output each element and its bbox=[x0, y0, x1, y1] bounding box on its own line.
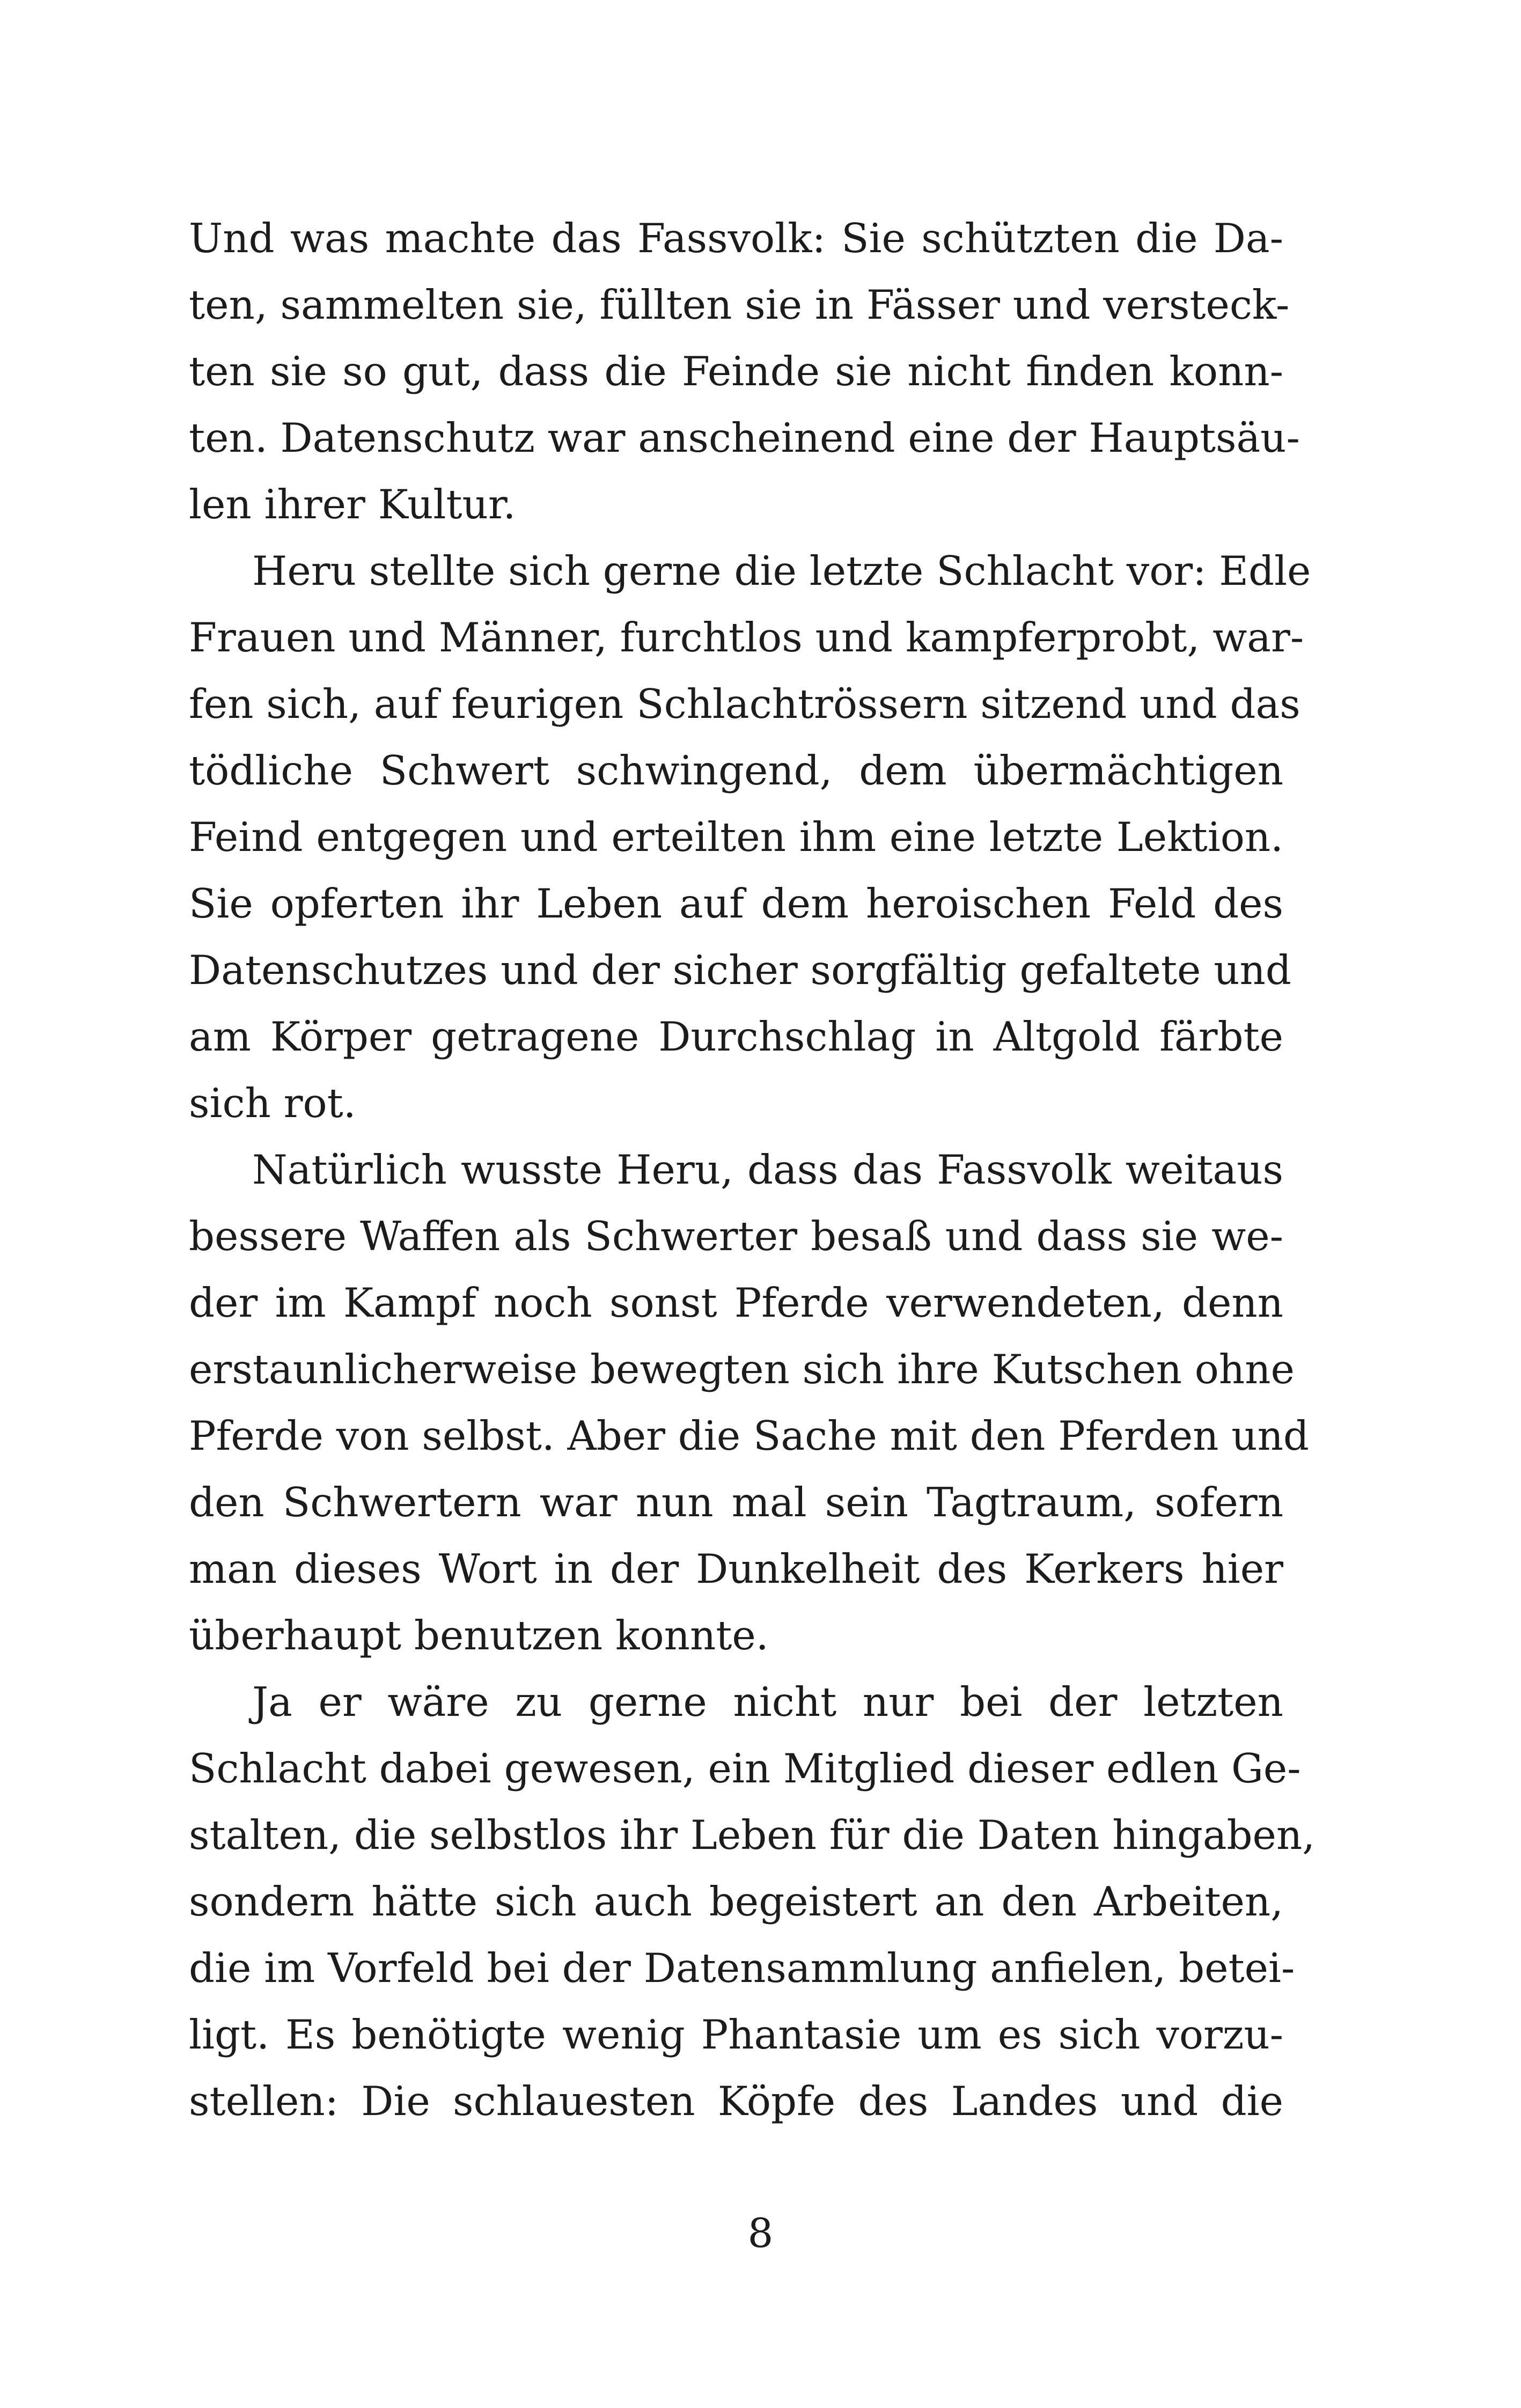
page-number: 8 bbox=[747, 2209, 774, 2257]
text-line: ligt. Es benötigte wenig Phantasie um es sich vorzu- bbox=[189, 2011, 1283, 2058]
text-line: überhaupt benutzen konnte. bbox=[189, 1612, 769, 1659]
text-line: Schlacht dabei gewesen, ein Mitglied dieser edlen Ge- bbox=[189, 1745, 1301, 1792]
text-line: Feind entgegen und erteilten ihm eine letzte Lektion. bbox=[189, 813, 1283, 861]
text-line: Ja er wäre zu gerne nicht nur bei der letzten bbox=[252, 1678, 1283, 1726]
paragraph-2 bbox=[189, 538, 1311, 1136]
text-line: bessere Waffen als Schwerter besaß und dass sie we- bbox=[189, 1213, 1283, 1260]
text-line: len ihrer Kultur. bbox=[189, 481, 516, 528]
text-line: ten. Datenschutz war anscheinend eine der Hauptsäu- bbox=[189, 414, 1300, 461]
text-line: ten sie so gut, dass die Feinde sie nicht finden konn- bbox=[189, 348, 1283, 395]
text-line: man dieses Wort in der Dunkelheit des Kerkers hier bbox=[189, 1545, 1283, 1592]
text-line: fen sich, auf feurigen Schlachtrössern sitzend und das bbox=[189, 680, 1300, 728]
text-line: Natürlich wusste Heru, dass das Fassvolk weitaus bbox=[252, 1146, 1283, 1193]
text-line: ten, sammelten sie, füllten sie in Fässer und versteck- bbox=[189, 281, 1290, 328]
text-line: Sie opferten ihr Leben auf dem heroischen Feld des bbox=[189, 880, 1283, 927]
paragraph-1 bbox=[189, 205, 1300, 538]
text-line: Heru stellte sich gerne die letzte Schlacht vor: Edle bbox=[252, 547, 1311, 594]
text-line: Pferde von selbst. Aber die Sache mit den Pferden und bbox=[189, 1412, 1309, 1459]
text-line: erstaunlicherweise bewegten sich ihre Kutschen ohne bbox=[189, 1346, 1295, 1393]
text-line: sich rot. bbox=[189, 1080, 356, 1127]
body-text bbox=[189, 205, 1316, 2134]
paragraph-3 bbox=[189, 1136, 1309, 1669]
text-line: stalten, die selbstlos ihr Leben für die Daten hingaben, bbox=[189, 1811, 1316, 1859]
text-line: Und was machte das Fassvolk: Sie schützten die Da- bbox=[189, 215, 1283, 262]
text-line: der im Kampf noch sonst Pferde verwendeten, denn bbox=[189, 1279, 1283, 1326]
text-line: sondern hätte sich auch begeistert an den Arbeiten, bbox=[189, 1878, 1283, 1925]
paragraph-4 bbox=[189, 1669, 1316, 2134]
text-line: Datenschutzes und der sicher sorgfältig gefaltete und bbox=[189, 946, 1291, 994]
text-line: Frauen und Männer, furchtlos und kampferprobt, war- bbox=[189, 614, 1304, 661]
text-line: den Schwertern war nun mal sein Tagtraum, sofern bbox=[189, 1479, 1283, 1526]
text-line: stellen: Die schlauesten Köpfe des Landes und die bbox=[189, 2077, 1283, 2125]
text-line: die im Vorfeld bei der Datensammlung anfielen, betei- bbox=[189, 1944, 1295, 1992]
text-line: tödliche Schwert schwingend, dem übermächtigen bbox=[189, 747, 1283, 794]
text-line: am Körper getragene Durchschlag in Altgold färbte bbox=[189, 1013, 1283, 1060]
